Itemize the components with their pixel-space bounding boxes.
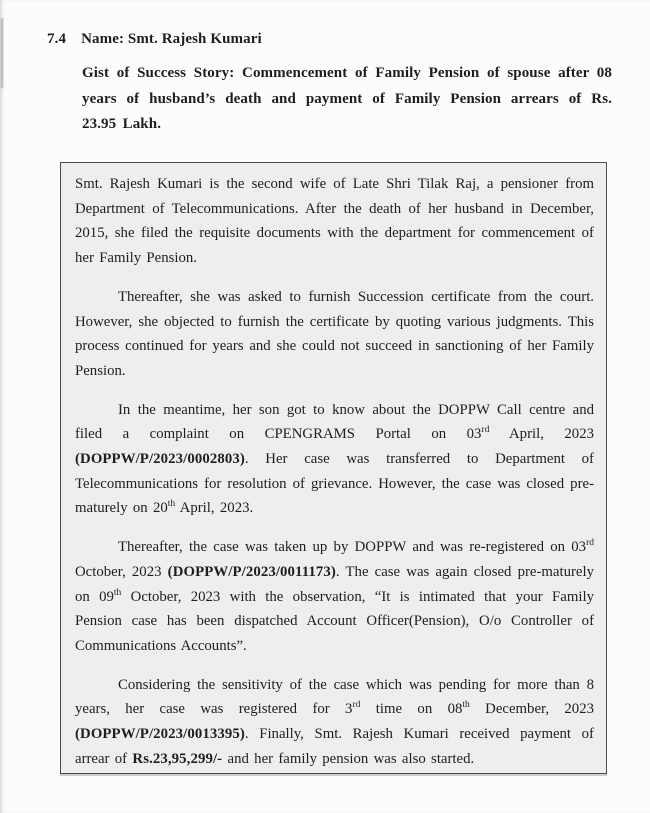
section-heading: [47, 28, 612, 50]
section-number: 7.4: [47, 31, 67, 47]
scan-edge-artifact: [1, 18, 3, 88]
story-paragraph-2: Thereafter, she was asked to furnish Succession certificate from the court. However, she objected to furnish the certificate by quoting various judgments. This process continued for years and she could not succeed in sanctioning of her Family Pension.: [75, 288, 594, 379]
success-story-box: [60, 162, 607, 774]
story-paragraph-1: Smt. Rajesh Kumari is the second wife of Late Shri Tilak Raj, a pensioner from Department of Telecommunications. After the death of her husband in December, 2015, she filed the requisite documents with the department for commencement of her Family Pension.: [75, 176, 594, 267]
name-line: Name: Smt. Rajesh Kumari: [81, 31, 262, 47]
document-header: [47, 28, 612, 138]
gist-of-success-story: Gist of Success Story: Commencement of Family Pension of spouse after 08 years of husband’s death and payment of Family Pension arrears of Rs. 23.95 Lakh.: [82, 65, 612, 132]
story-paragraph-5: Considering the sensitivity of the case which was pending for more than 8 years, her case was registered for 3rd time on 08th December, 2023 (DOPPW/P/2023/0013395). Finally, Smt. Rajesh Kumari received payment of arrear of Rs.23,95,299/- and her family pension was also started.: [75, 676, 595, 767]
story-paragraph-4: Thereafter, the case was taken up by DOPPW and was re-registered on 03rd October, 2023 (DOPPW/P/2023/0011173). The case was again closed pre-maturely on 09th October, 2023 with the observation, “It is intimated that your Family Pension case has been dispatched Account Officer(Pension), O/o Controller of Communications Accounts”.: [75, 538, 594, 654]
story-paragraph-3: In the meantime, her son got to know about the DOPPW Call centre and filed a complaint on CPENGRAMS Portal on 03rd April, 2023 (DOPPW/P/2023/0002803). Her case was transferred to Department of Telecommunications for resolution of grievance. However, the case was closed pre-maturely on 20th April, 2023.: [75, 401, 594, 517]
